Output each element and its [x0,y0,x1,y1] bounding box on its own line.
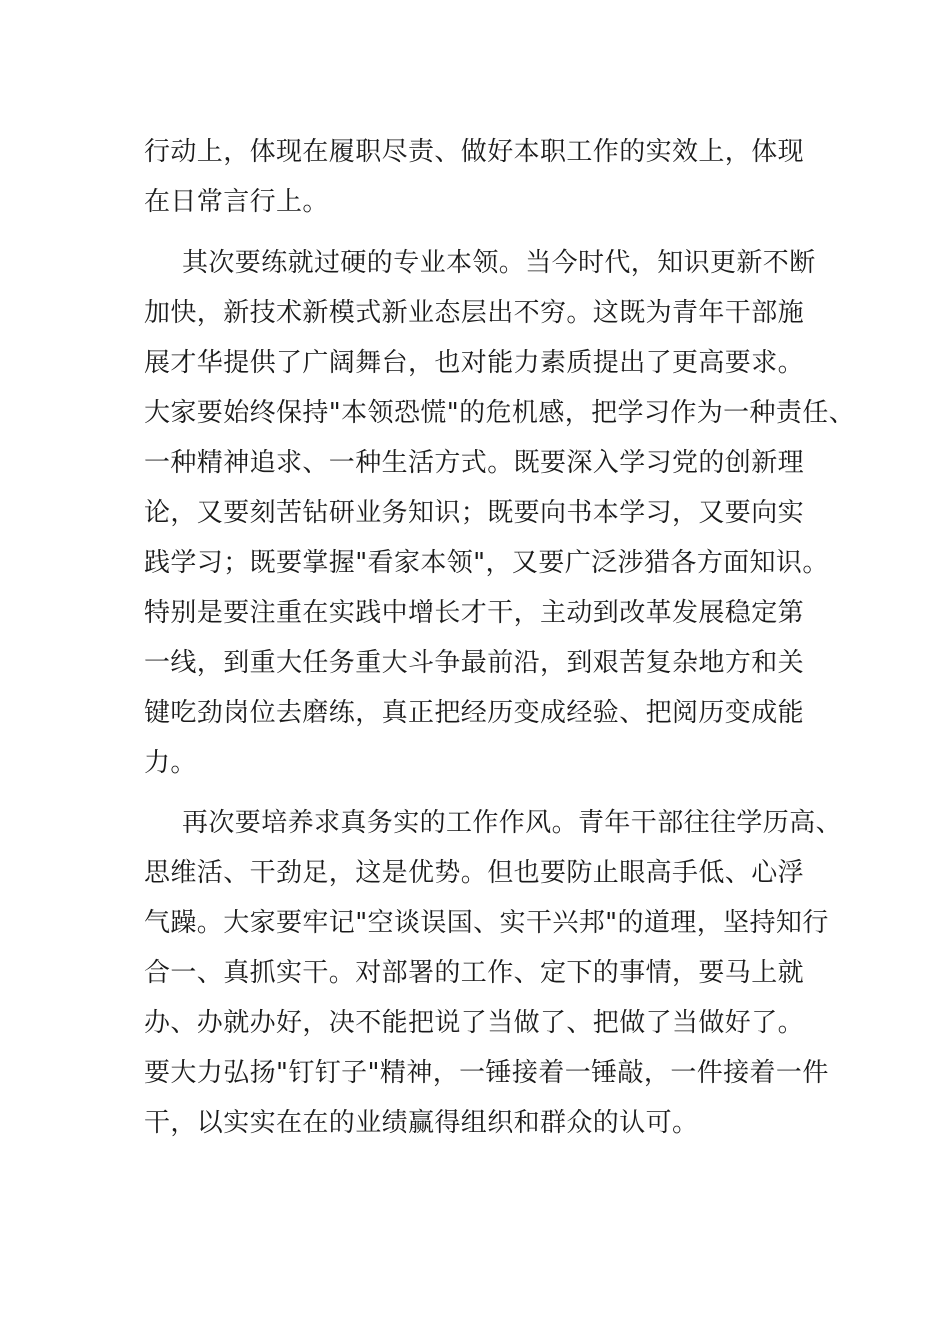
paragraph-3 [144,798,843,1148]
text-line: 论，又要刻苦钻研业务知识；既要向书本学习，又要向实 [144,498,805,528]
text-line: 一线，到重大任务重大斗争最前沿，到艰苦复杂地方和关 [144,648,805,678]
text-line: 践学习；既要掌握"看家本领"，又要广泛涉猎各方面知识。 [144,548,829,578]
text-line: 办、办就办好，决不能把说了当做了、把做了当做好了。 [144,1008,805,1038]
text-line: 思维活、干劲足，这是优势。但也要防止眼高手低、心浮 [144,858,805,888]
text-line: 干，以实实在在的业绩赢得组织和群众的认可。 [144,1108,699,1138]
paragraph-2 [144,238,856,788]
text-line: 气躁。大家要牢记"空谈误国、实干兴邦"的道理，坚持知行 [144,908,829,938]
text-line: 特别是要注重在实践中增长才干，主动到改革发展稳定第 [144,598,805,628]
text-line: 键吃劲岗位去磨练，真正把经历变成经验、把阅历变成能 [144,698,805,728]
text-line: 再次要培养求真务实的工作作风。青年干部往往学历高、 [182,808,843,838]
paragraph-1 [144,127,809,227]
text-line: 加快，新技术新模式新业态层出不穷。这既为青年干部施 [144,298,805,328]
text-line: 一种精神追求、一种生活方式。既要深入学习党的创新理 [144,448,805,478]
text-line: 大家要始终保持"本领恐慌"的危机感，把学习作为一种责任、 [144,398,856,428]
text-line: 在日常言行上。 [144,187,329,217]
text-line: 展才华提供了广阔舞台，也对能力素质提出了更高要求。 [144,348,805,378]
text-line: 力。 [144,748,197,778]
text-line: 要大力弘扬"钉钉子"精神，一锤接着一锤敲，一件接着一件 [144,1058,829,1088]
text-line: 其次要练就过硬的专业本领。当今时代，知识更新不断 [182,248,816,278]
text-line: 合一、真抓实干。对部署的工作、定下的事情，要马上就 [144,958,805,988]
text-line: 行动上，体现在履职尽责、做好本职工作的实效上，体现 [144,137,805,167]
